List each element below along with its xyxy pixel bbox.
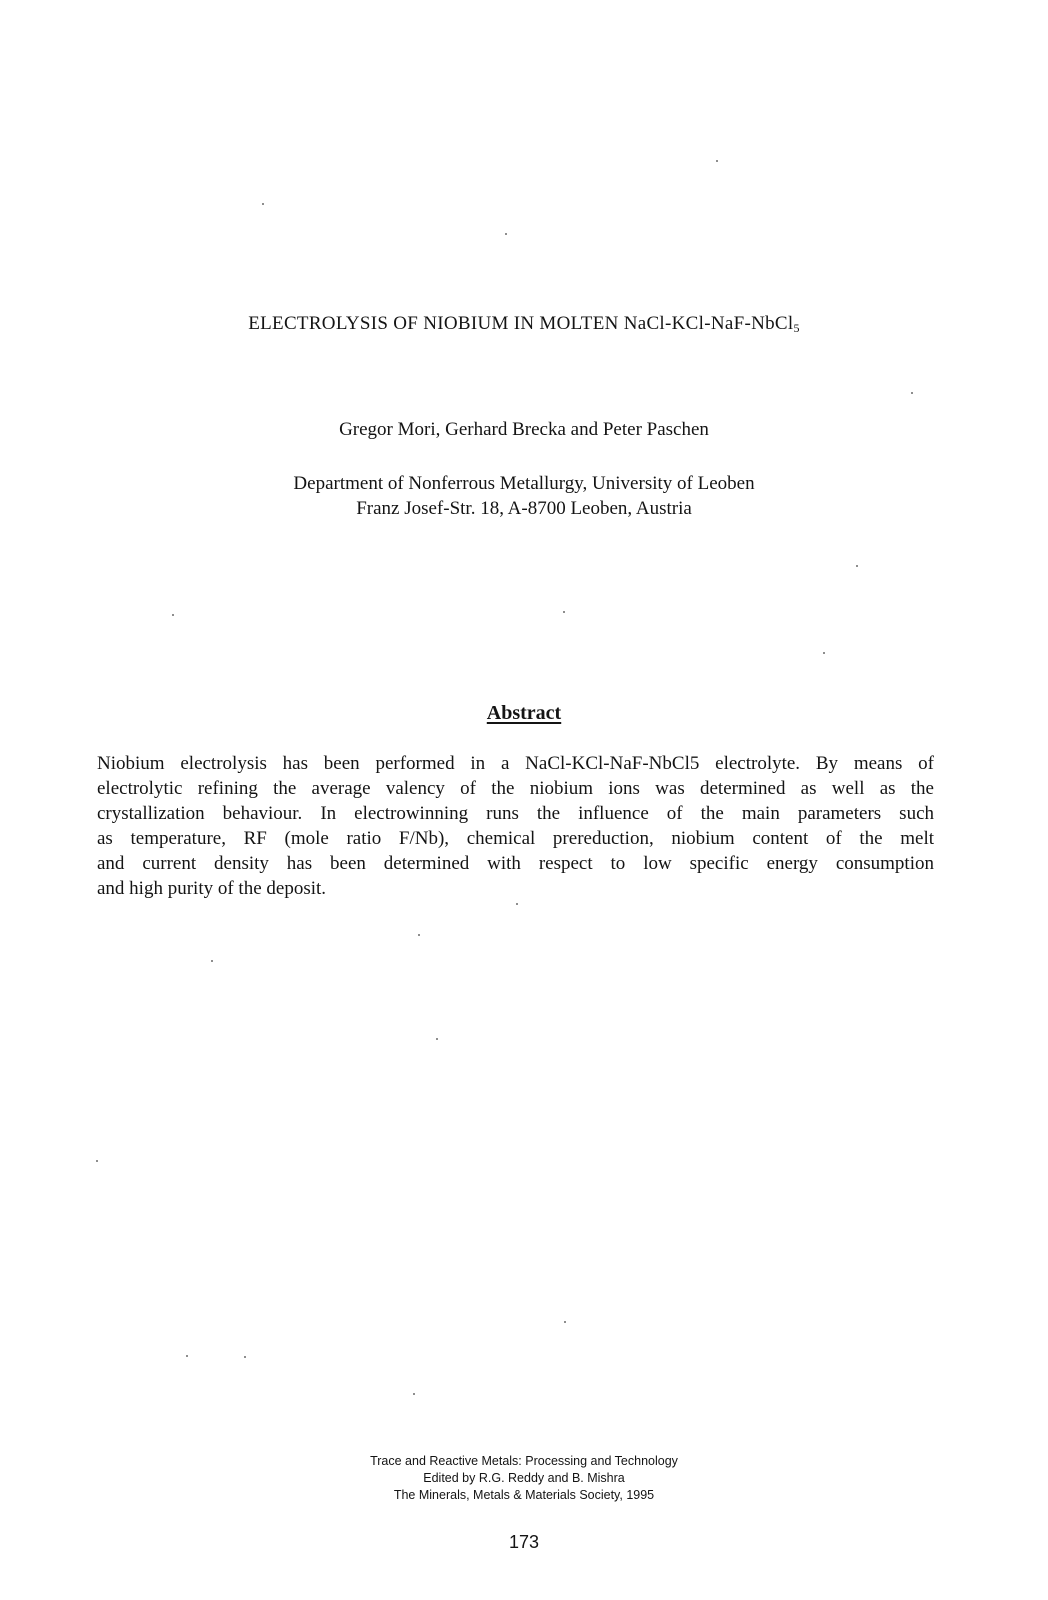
footnote-editors: Edited by R.G. Reddy and B. Mishra [423, 1471, 625, 1485]
publication-footnote [0, 1453, 1048, 1504]
scan-speck [186, 1355, 188, 1357]
affiliation-department: Department of Nonferrous Metallurgy, University of Leoben [293, 473, 755, 494]
abstract-line: electrolytic refining the average valency of the niobium ions was determined as well as the [97, 778, 934, 799]
scan-speck [716, 160, 718, 162]
scan-speck [856, 565, 858, 567]
scan-speck [516, 903, 518, 905]
scan-speck [505, 233, 507, 235]
scan-speck [418, 934, 420, 936]
scan-speck [413, 1393, 415, 1395]
abstract-line: and high purity of the deposit. [97, 878, 327, 899]
affiliation [0, 471, 1048, 521]
scan-speck [244, 1356, 246, 1358]
affiliation-address: Franz Josef-Str. 18, A-8700 Leoben, Austria [356, 498, 692, 519]
abstract-line: as temperature, RF (mole ratio F/Nb), chemical prereduction, niobium content of the melt [97, 828, 934, 849]
author-list: Gregor Mori, Gerhard Brecka and Peter Paschen [339, 419, 709, 440]
paper-title [0, 313, 1048, 336]
scan-speck [563, 611, 565, 613]
scan-speck [436, 1038, 438, 1040]
scan-speck [96, 1160, 98, 1162]
footnote-publisher: The Minerals, Metals & Materials Society, 1995 [393, 1488, 655, 1502]
footnote-book-title: Trace and Reactive Metals: Processing and Technology [370, 1454, 678, 1468]
scan-speck [911, 392, 913, 394]
scan-speck [262, 203, 264, 205]
scan-speck [823, 652, 825, 654]
abstract-line: crystallization behaviour. In electrowinning runs the influence of the main parameters such [97, 803, 934, 824]
abstract-line: and current density has been determined with respect to low specific energy consumption [97, 853, 934, 874]
scan-speck [172, 614, 174, 616]
paper-title-subscript: 5 [793, 321, 800, 335]
page-number: 173 [508, 1532, 540, 1552]
abstract-heading: Abstract [486, 702, 562, 724]
abstract-line: Niobium electrolysis has been performed in a NaCl-KCl-NaF-NbCl5 electrolyte. By means of [97, 753, 934, 774]
scan-speck [564, 1321, 566, 1323]
scan-speck [211, 960, 213, 962]
abstract-body [97, 751, 934, 901]
paper-title-text: ELECTROLYSIS OF NIOBIUM IN MOLTEN NaCl-KCl-NaF-NbCl [248, 313, 794, 334]
